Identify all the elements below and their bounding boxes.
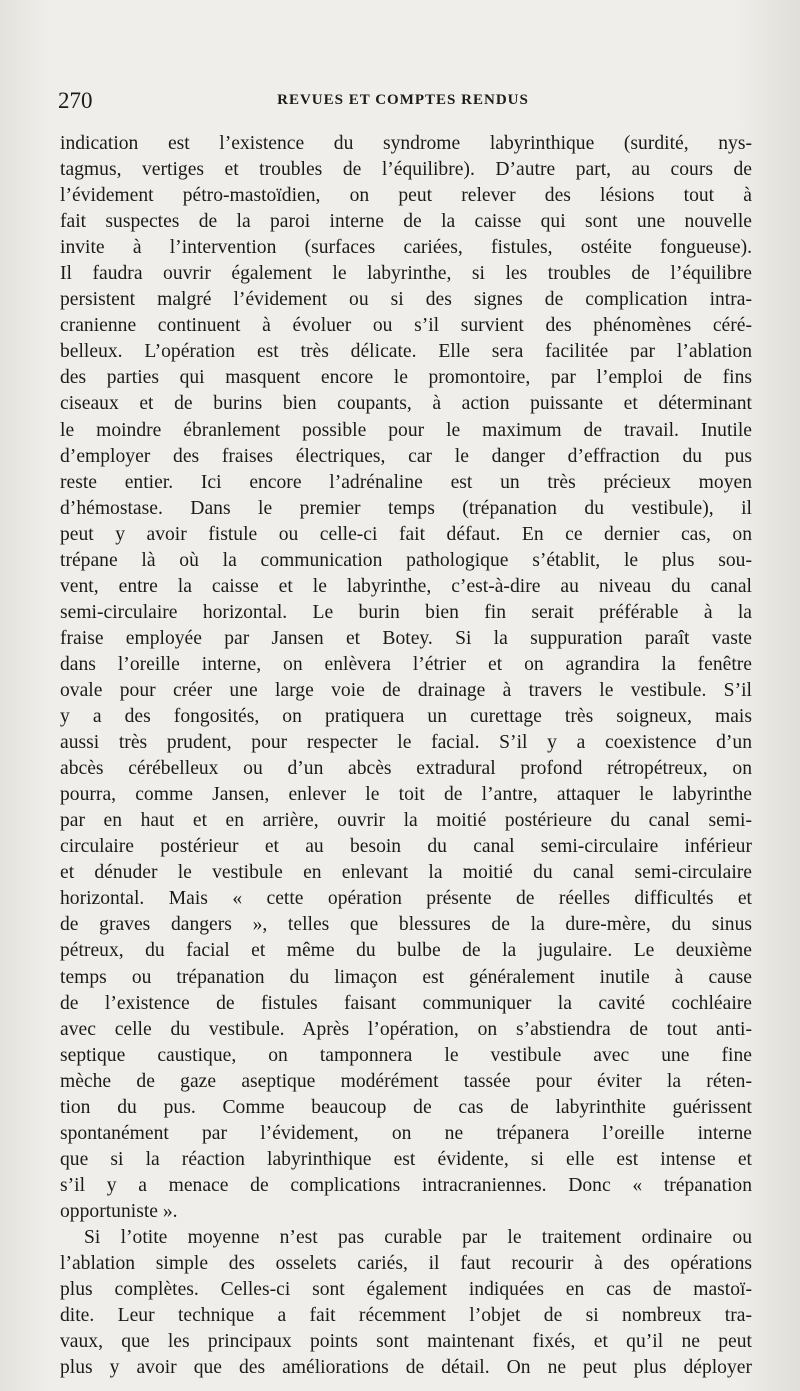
text-line: l’évidement pétro-mastoïdien, on peut relever des lésions tout à bbox=[60, 185, 752, 207]
text-line: peut y avoir fistule ou celle-ci fait défaut. En ce dernier cas, on bbox=[60, 523, 752, 545]
text-line: pétreux, du facial et même du bulbe de la jugulaire. Le deuxième bbox=[60, 940, 752, 962]
text-line: septique caustique, on tamponnera le vestibule avec une fine bbox=[60, 1044, 752, 1066]
text-line: l’ablation simple des osselets cariés, il faut recourir à des opérations bbox=[60, 1253, 752, 1275]
text-line: reste entier. Ici encore l’adrénaline est un très précieux moyen bbox=[60, 471, 752, 493]
text-line: dans l’oreille interne, on enlèvera l’étrier et on agrandira la fenêtre bbox=[60, 653, 752, 675]
text-line: horizontal. Mais « cette opération présente de réelles difficultés et bbox=[60, 888, 752, 910]
text-line: temps ou trépanation du limaçon est généralement inutile à cause bbox=[60, 966, 752, 988]
text-line: des parties qui masquent encore le promontoire, par l’emploi de fins bbox=[60, 367, 752, 389]
text-line: spontanément par l’évidement, on ne trépanera l’oreille interne bbox=[60, 1122, 752, 1144]
text-line: opportuniste ». bbox=[60, 1200, 178, 1222]
text-line: belleux. L’opération est très délicate. Elle sera facilitée par l’ablation bbox=[60, 341, 752, 363]
text-line: circulaire postérieur et au besoin du canal semi-circulaire inférieur bbox=[60, 836, 752, 858]
text-line: s’il y a menace de complications intracraniennes. Donc « trépanation bbox=[60, 1174, 752, 1196]
text-line: le moindre ébranlement possible pour le maximum de travail. Inutile bbox=[60, 419, 752, 441]
body-text bbox=[60, 131, 752, 1381]
text-line: Si l’otite moyenne n’est pas curable par le traitement ordinaire ou bbox=[84, 1226, 752, 1248]
text-line: ovale pour créer une large voie de drainage à travers le vestibule. S’il bbox=[60, 679, 752, 701]
text-line: dite. Leur technique a fait récemment l’objet de si nombreux tra- bbox=[60, 1305, 752, 1327]
page-header bbox=[58, 88, 748, 116]
text-line: mèche de gaze aseptique modérément tassée pour éviter la réten- bbox=[60, 1070, 752, 1092]
text-line: persistent malgré l’évidement ou si des signes de complication intra- bbox=[60, 289, 752, 311]
text-line: trépane là où la communication pathologique s’établit, le plus sou- bbox=[60, 549, 752, 571]
text-line: fraise employée par Jansen et Botey. Si la suppuration paraît vaste bbox=[60, 627, 752, 649]
text-line: plus y avoir que des améliorations de détail. On ne peut plus déployer bbox=[60, 1357, 752, 1379]
text-line: ciseaux et de burins bien coupants, à action puissante et déterminant bbox=[60, 393, 752, 415]
text-line: aussi très prudent, pour respecter le facial. S’il y a coexistence d’un bbox=[60, 732, 752, 754]
text-line: fait suspectes de la paroi interne de la caisse qui sont une nouvelle bbox=[60, 211, 752, 233]
text-line: d’employer des fraises électriques, car le danger d’effraction du pus bbox=[60, 445, 752, 467]
text-line: de l’existence de fistules faisant communiquer la cavité cochléaire bbox=[60, 992, 752, 1014]
text-line: vaux, que les principaux points sont maintenant fixés, et qu’il ne peut bbox=[60, 1331, 752, 1353]
text-line: cranienne continuent à évoluer ou s’il survient des phénomènes céré- bbox=[60, 315, 752, 337]
text-line: par en haut et en arrière, ouvrir la moitié postérieure du canal semi- bbox=[60, 810, 752, 832]
text-line: invite à l’intervention (surfaces cariées, fistules, ostéite fongueuse). bbox=[60, 237, 752, 259]
text-line: Il faudra ouvrir également le labyrinthe, si les troubles de l’équilibre bbox=[60, 263, 752, 285]
text-line: que si la réaction labyrinthique est évidente, si elle est intense et bbox=[60, 1148, 752, 1170]
text-line: de graves dangers », telles que blessures de la dure-mère, du sinus bbox=[60, 914, 752, 936]
text-line: avec celle du vestibule. Après l’opération, on s’abstiendra de tout anti- bbox=[60, 1018, 752, 1040]
text-line: tagmus, vertiges et troubles de l’équilibre). D’autre part, au cours de bbox=[60, 159, 752, 181]
running-title: REVUES ET COMPTES RENDUS bbox=[277, 92, 529, 108]
text-line: tion du pus. Comme beaucoup de cas de labyrinthite guérissent bbox=[60, 1096, 752, 1118]
text-line: vent, entre la caisse et le labyrinthe, c’est-à-dire au niveau du canal bbox=[60, 575, 752, 597]
text-line: pourra, comme Jansen, enlever le toit de l’antre, attaquer le labyrinthe bbox=[60, 784, 752, 806]
text-line: indication est l’existence du syndrome labyrinthique (surdité, nys- bbox=[60, 133, 752, 154]
text-line: abcès cérébelleux ou d’un abcès extradural profond rétropétreux, on bbox=[60, 758, 752, 780]
text-line: y a des fongosités, on pratiquera un curettage très soigneux, mais bbox=[60, 706, 752, 728]
text-line: plus complètes. Celles-ci sont également indiquées en cas de mastoï- bbox=[60, 1279, 752, 1301]
text-line: d’hémostase. Dans le premier temps (trépanation du vestibule), il bbox=[60, 497, 752, 519]
text-line: semi-circulaire horizontal. Le burin bien fin serait préférable à la bbox=[60, 601, 752, 623]
text-line: et dénuder le vestibule en enlevant la moitié du canal semi-circulaire bbox=[60, 862, 752, 884]
page-number: 270 bbox=[58, 88, 93, 113]
